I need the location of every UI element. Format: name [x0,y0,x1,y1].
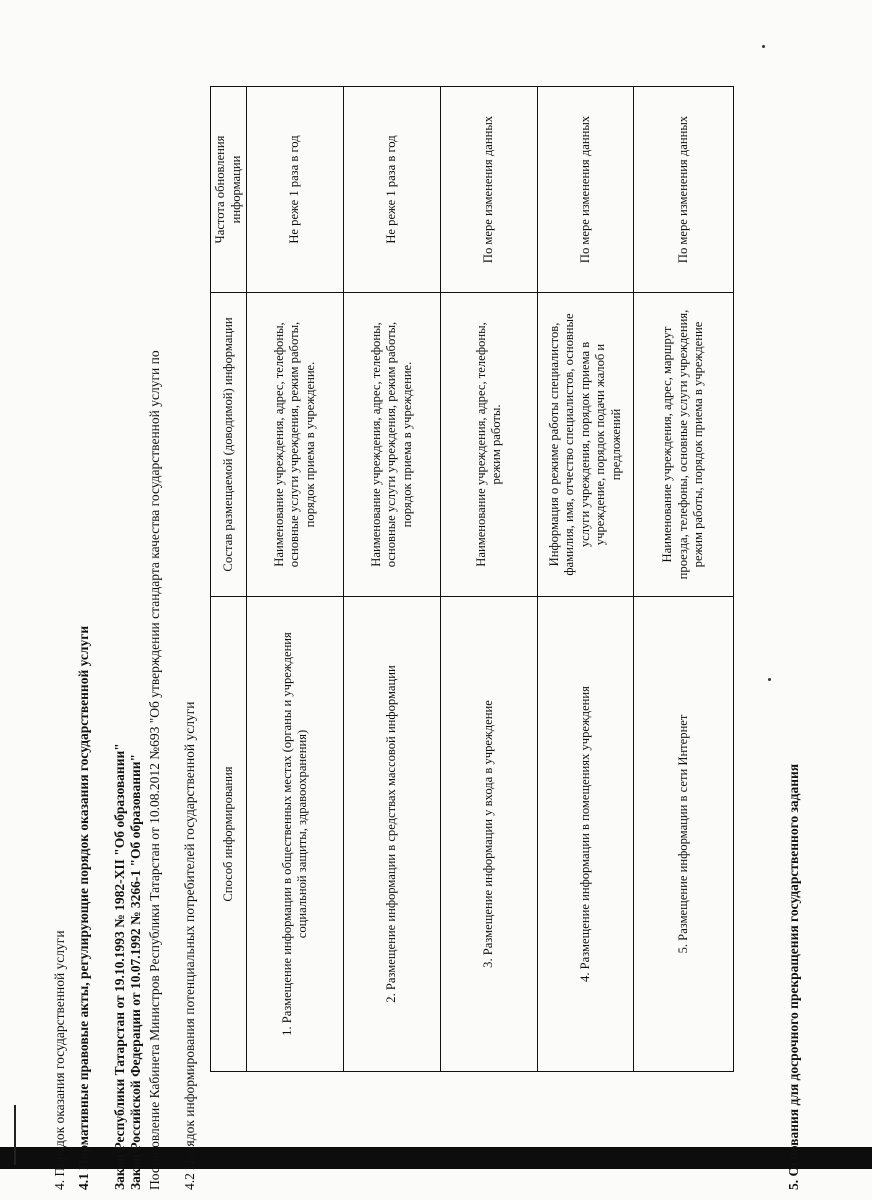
content-cell: Наименование учреждения, адрес, маршрут проезда, телефоны, основные услуги учреждения, режим работы, порядок приема в учреждение [634,293,734,597]
method-cell: 1. Размещение информации в общественных местах (органы и учреждения социальной защиты, здравоохранения) [247,597,344,1072]
method-cell: 4. Размещение информации в помещениях учреждения [538,597,634,1072]
table-row [634,87,734,1072]
section-4-1-title: 4.1 Нормативные правовые акты, регулирующие порядок оказания государственной услуги [76,625,91,1190]
content-cell: Наименование учреждения, адрес, телефоны, основные услуги учреждения, режим работы, порядок приема в учреждение. [344,293,441,597]
section-4-title: 4. Порядок оказания государственной услуги [52,930,67,1190]
section-5-title: 5. Основания для досрочного прекращения государственного задания [786,763,801,1190]
header-method: Способ информирования [211,597,247,1072]
header-content: Состав размещаемой (доводимой) информации [211,293,247,597]
table-row [344,87,441,1072]
frequency-cell: Не реже 1 раза в год [247,87,344,293]
section-4-2-title: 4.2 Порядок информирования потенциальных потребителей государственной услуги [182,701,197,1190]
informing-table [210,86,734,1072]
method-cell: 3. Размещение информации у входа в учреждение [441,597,538,1072]
content-cell: Информация о режиме работы специалистов, фамилия, имя, отчество специалистов, основные услуги учреждения, порядок приема в учреждение, порядок подачи жалоб и предложений [538,293,634,597]
content-cell: Наименование учреждения, адрес, телефоны, режим работы. [441,293,538,597]
method-cell: 2. Размещение информации в средствах массовой информации [344,597,441,1072]
content-cell: Наименование учреждения, адрес, телефоны, основные услуги учреждения, режим работы, порядок приема в учреждение. [247,293,344,597]
frequency-cell: Не реже 1 раза в год [344,87,441,293]
method-cell: 5. Размещение информации в сети Интернет [634,597,734,1072]
table-header-row [211,87,247,1072]
table-row [538,87,634,1072]
table-row [441,87,538,1072]
header-frequency: Частота обновления информации [211,87,247,293]
law-2: Закон Российской Федерации от 10.07.1992 № 3266-1 "Об образовании" [128,753,143,1190]
frequency-cell: По мере изменения данных [538,87,634,293]
frequency-cell: По мере изменения данных [634,87,734,293]
frequency-cell: По мере изменения данных [441,87,538,293]
law-3: Постановление Кабинета Министров Республики Татарстан от 10.08.2012 №693 "Об утверждении стандарта качества государственной услуги по [147,350,162,1190]
table-row [247,87,344,1072]
law-1: Закон Республики Татарстан от 19.10.1993 № 1982-XII "Об образовании" [112,743,127,1190]
